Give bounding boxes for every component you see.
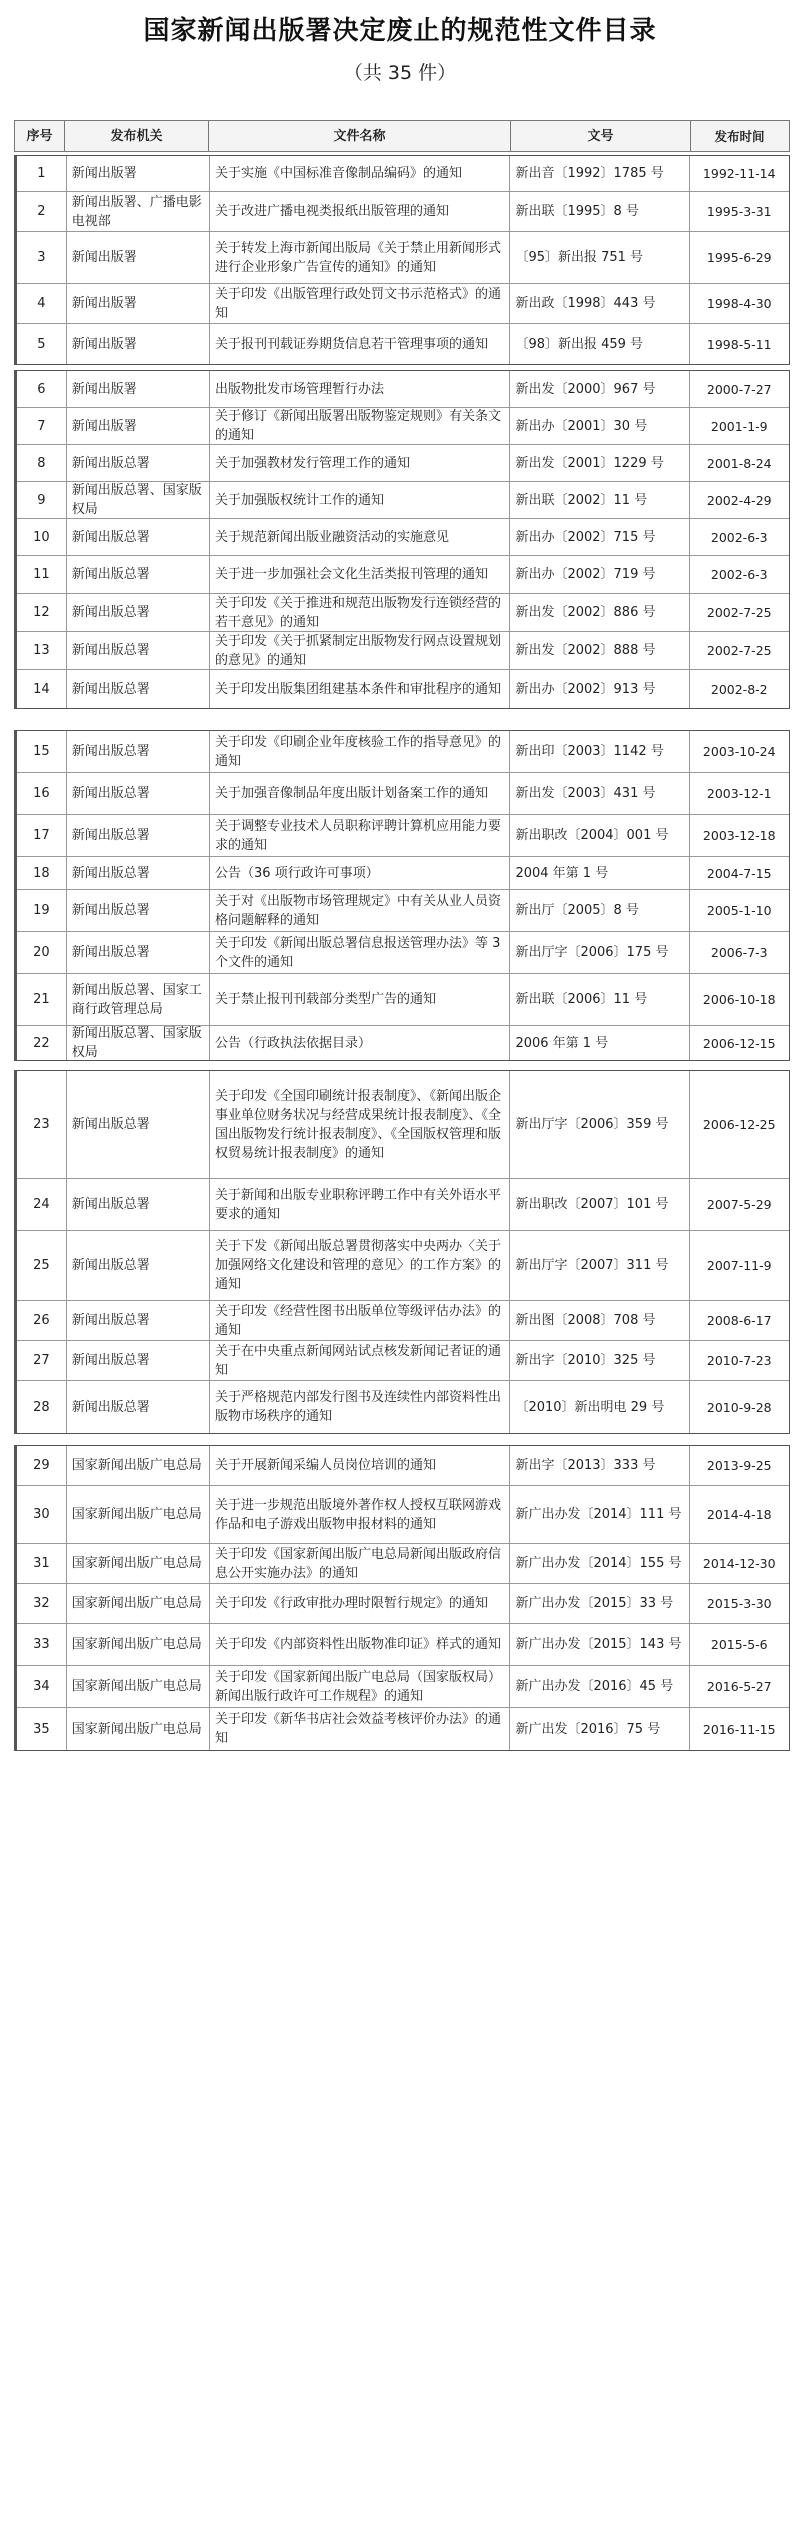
cell-org: 新闻出版总署 [67,773,210,814]
cell-name: 关于新闻和出版专业职称评聘工作中有关外语水平要求的通知 [210,1179,510,1230]
table-row [17,1231,789,1301]
cell-date: 2007-11-9 [706,1258,772,1273]
cell-date: 2002-4-29 [706,492,772,508]
cell-date: 2010-7-23 [706,1353,772,1368]
cell-no: 8 [17,445,67,481]
cell-no: 18 [17,857,67,889]
cell-name: 关于进一步加强社会文化生活类报刊管理的通知 [210,556,510,593]
table-row [17,857,789,890]
cell-org: 新闻出版总署 [67,1301,210,1340]
table-row [17,1341,789,1381]
cell-name: 关于转发上海市新闻出版局《关于禁止用新闻形式进行企业形象广告宣传的通知》的通知 [210,232,510,283]
cell-no: 22 [17,1026,67,1060]
cell-date: 2002-6-3 [710,529,768,545]
cell-no: 7 [17,408,67,444]
cell-date: 2006-7-3 [710,945,768,960]
table-row [17,156,789,192]
table-row [17,1584,789,1624]
cell-doc: 新广出办发〔2016〕45 号 [510,1666,689,1707]
table-row [17,408,789,445]
cell-doc: 新广出发〔2016〕75 号 [510,1708,689,1750]
cell-org: 新闻出版署 [67,408,210,444]
cell-no: 2 [17,192,67,231]
cell-doc: 新出办〔2002〕719 号 [510,556,689,593]
cell-doc: 新出音〔1992〕1785 号 [510,156,689,191]
cell-org: 新闻出版总署 [67,594,210,631]
cell-name: 关于禁止报刊刊载部分类型广告的通知 [210,974,510,1025]
cell-date: 2002-7-25 [706,605,772,620]
header-date: 发布时间 [714,128,765,144]
cell-name: 公告（36 项行政许可事项） [210,857,510,889]
cell-date: 2014-12-30 [702,1556,776,1571]
cell-no: 25 [17,1231,67,1300]
cell-org: 新闻出版署 [67,284,210,323]
cell-doc: 新出办〔2002〕715 号 [510,519,689,555]
cell-no: 9 [17,482,67,518]
table-row [17,519,789,556]
table-row [17,324,789,364]
cell-date: 2016-11-15 [702,1721,776,1737]
cell-date: 1998-5-11 [706,336,772,352]
cell-date: 1992-11-14 [702,166,776,181]
cell-org: 国家新闻出版广电总局 [67,1666,210,1707]
cell-no: 10 [17,519,67,555]
cell-no: 11 [17,556,67,593]
table-row [17,1708,789,1750]
table-row [17,594,789,632]
cell-name: 关于印发《出版管理行政处罚文书示范格式》的通知 [210,284,510,323]
cell-org: 新闻出版总署 [67,1179,210,1230]
cell-name: 关于印发《国家新闻出版广电总局（国家版权局）新闻出版行政许可工作规程》的通知 [210,1666,510,1707]
cell-org: 国家新闻出版广电总局 [67,1486,210,1543]
cell-name: 关于印发《关于抓紧制定出版物发行网点设置规划的意见》的通知 [210,632,510,669]
cell-name: 关于修订《新闻出版署出版物鉴定规则》有关条文的通知 [210,408,510,444]
cell-org: 新闻出版总署 [67,932,210,973]
cell-doc: 新出政〔1998〕443 号 [510,284,689,323]
cell-name: 关于严格规范内部发行图书及连续性内部资料性出版物市场秩序的通知 [210,1381,510,1433]
table-row [17,632,789,670]
cell-doc: 新出发〔2003〕431 号 [510,773,689,814]
table-row [17,1071,789,1179]
cell-date: 1995-6-29 [706,250,772,265]
cell-doc: 新出职改〔2004〕001 号 [510,815,689,856]
table-row [17,1624,789,1666]
table-row [17,1544,789,1584]
cell-no: 24 [17,1179,67,1230]
cell-org: 新闻出版总署 [67,1231,210,1300]
table-row [17,773,789,815]
table-row [17,1301,789,1341]
cell-date: 2007-5-29 [706,1197,772,1212]
cell-org: 新闻出版署 [67,324,210,364]
cell-date: 2015-5-6 [710,1637,768,1652]
cell-name: 关于加强音像制品年度出版计划备案工作的通知 [210,773,510,814]
cell-no: 1 [17,156,67,191]
cell-doc: 新出办〔2002〕913 号 [510,670,689,708]
cell-date: 2016-5-27 [706,1679,772,1694]
cell-no: 23 [17,1071,67,1178]
table-row [17,815,789,857]
cell-no: 16 [17,773,67,814]
cell-name: 关于规范新闻出版业融资活动的实施意见 [210,519,510,555]
cell-name: 关于印发《关于推进和规范出版物发行连锁经营的若干意见》的通知 [210,594,510,631]
cell-org: 新闻出版署 [67,156,210,191]
cell-date: 2006-12-15 [702,1035,776,1051]
table-row [17,1446,789,1486]
cell-doc: 新出图〔2008〕708 号 [510,1301,689,1340]
table-section [14,370,790,709]
cell-doc: 2006 年第 1 号 [510,1026,689,1060]
cell-doc: 新出职改〔2007〕101 号 [510,1179,689,1230]
cell-doc: 〔98〕新出报 459 号 [510,324,689,364]
cell-doc: 新出联〔2002〕11 号 [510,482,689,518]
cell-date: 2003-12-1 [706,786,772,801]
cell-date: 2002-6-3 [710,567,768,582]
cell-name: 关于印发《新闻出版总署信息报送管理办法》等 3 个文件的通知 [210,932,510,973]
cell-date: 1995-3-31 [706,204,772,219]
cell-doc: 〔2010〕新出明电 29 号 [510,1381,689,1433]
cell-org: 新闻出版总署 [67,556,210,593]
table-row [17,731,789,773]
cell-name: 关于对《出版物市场管理规定》中有关从业人员资格问题解释的通知 [210,890,510,931]
cell-no: 31 [17,1544,67,1583]
table-section [14,1070,790,1434]
cell-date: 2000-7-27 [706,381,772,397]
header-number: 序号 [15,121,65,151]
cell-no: 32 [17,1584,67,1623]
cell-no: 35 [17,1708,67,1750]
cell-date: 1998-4-30 [706,296,772,311]
cell-org: 新闻出版总署 [67,1381,210,1433]
table-row [17,932,789,974]
cell-doc: 新出发〔2000〕967 号 [510,371,689,407]
cell-name: 关于在中央重点新闻网站试点核发新闻记者证的通知 [210,1341,510,1380]
cell-name: 关于加强教材发行管理工作的通知 [210,445,510,481]
cell-name: 关于印发《行政审批办理时限暂行规定》的通知 [210,1584,510,1623]
table-row [17,1026,789,1060]
table-header [14,120,790,152]
cell-date: 2006-10-18 [702,992,776,1007]
cell-no: 6 [17,371,67,407]
cell-doc: 新出字〔2013〕333 号 [510,1446,689,1485]
cell-org: 新闻出版总署 [67,445,210,481]
cell-name: 关于实施《中国标准音像制品编码》的通知 [210,156,510,191]
table-row [17,482,789,519]
cell-org: 国家新闻出版广电总局 [67,1446,210,1485]
cell-org: 新闻出版总署 [67,731,210,772]
cell-no: 28 [17,1381,67,1433]
page-subtitle: （共 35 件） [343,62,457,84]
cell-name: 关于调整专业技术人员职称评聘计算机应用能力要求的通知 [210,815,510,856]
cell-no: 17 [17,815,67,856]
cell-name: 关于开展新闻采编人员岗位培训的通知 [210,1446,510,1485]
cell-no: 14 [17,670,67,708]
table-row [17,284,789,324]
cell-name: 公告（行政执法依据目录） [210,1026,510,1060]
cell-org: 新闻出版总署、国家版权局 [67,482,210,518]
cell-org: 国家新闻出版广电总局 [67,1544,210,1583]
cell-doc: 新出发〔2001〕1229 号 [510,445,689,481]
cell-no: 26 [17,1301,67,1340]
cell-doc: 新广出办发〔2015〕33 号 [510,1584,689,1623]
cell-date: 2003-10-24 [702,744,776,759]
cell-date: 2002-7-25 [706,643,772,658]
header-issuer: 发布机关 [65,121,209,151]
cell-doc: 新出厅字〔2006〕359 号 [510,1071,689,1178]
table-row [17,232,789,284]
header-document-number: 文号 [511,121,691,151]
cell-date: 2010-9-28 [706,1399,772,1415]
cell-no: 12 [17,594,67,631]
cell-name: 关于印发《内部资料性出版物准印证》样式的通知 [210,1624,510,1665]
cell-date: 2002-8-2 [710,681,768,697]
cell-doc: 新出印〔2003〕1142 号 [510,731,689,772]
cell-name: 出版物批发市场管理暂行办法 [210,371,510,407]
cell-name: 关于印发《新华书店社会效益考核评价办法》的通知 [210,1708,510,1750]
cell-no: 5 [17,324,67,364]
cell-name: 关于印发《全国印刷统计报表制度》、《新闻出版企事业单位财务状况与经营成果统计报表制度》、《全国出版物发行统计报表制度》、《全国版权管理和版权贸易统计报表制度》的通知 [210,1071,510,1178]
cell-no: 19 [17,890,67,931]
cell-name: 关于进一步规范出版境外著作权人授权互联网游戏作品和电子游戏出版物申报材料的通知 [210,1486,510,1543]
cell-org: 新闻出版总署、国家工商行政管理总局 [67,974,210,1025]
table-row [17,1179,789,1231]
table-section [14,730,790,1061]
cell-org: 新闻出版总署 [67,890,210,931]
cell-date: 2001-8-24 [706,455,772,471]
cell-doc: 新出联〔2006〕11 号 [510,974,689,1025]
table-row [17,556,789,594]
cell-doc: 新广出办发〔2015〕143 号 [510,1624,689,1665]
cell-org: 新闻出版总署 [67,857,210,889]
cell-doc: 新出发〔2002〕886 号 [510,594,689,631]
cell-org: 新闻出版总署 [67,670,210,708]
cell-no: 13 [17,632,67,669]
table-row [17,1486,789,1544]
cell-org: 新闻出版总署 [67,632,210,669]
cell-date: 2014-4-18 [706,1507,772,1522]
table-row [17,371,789,408]
table-row [17,1381,789,1433]
table-section [14,155,790,365]
header-file-name: 文件名称 [209,121,511,151]
cell-org: 国家新闻出版广电总局 [67,1624,210,1665]
cell-no: 3 [17,232,67,283]
cell-no: 21 [17,974,67,1025]
cell-date: 2015-3-30 [706,1596,772,1611]
cell-doc: 新出字〔2010〕325 号 [510,1341,689,1380]
table-row [17,1666,789,1708]
cell-org: 新闻出版总署 [67,815,210,856]
cell-name: 关于改进广播电视类报纸出版管理的通知 [210,192,510,231]
cell-no: 33 [17,1624,67,1665]
cell-date: 2003-12-18 [702,828,776,843]
cell-date: 2001-1-9 [710,418,768,434]
cell-name: 关于报刊刊载证券期货信息若干管理事项的通知 [210,324,510,364]
cell-name: 关于印发《印刷企业年度核验工作的指导意见》的通知 [210,731,510,772]
table-row [17,670,789,708]
cell-no: 30 [17,1486,67,1543]
cell-no: 4 [17,284,67,323]
cell-org: 新闻出版总署 [67,1071,210,1178]
cell-doc: 新广出办发〔2014〕155 号 [510,1544,689,1583]
cell-org: 新闻出版总署 [67,1341,210,1380]
cell-org: 国家新闻出版广电总局 [67,1708,210,1750]
cell-doc: 新出厅〔2005〕8 号 [510,890,689,931]
cell-org: 新闻出版总署 [67,519,210,555]
cell-org: 新闻出版署 [67,232,210,283]
cell-name: 关于印发《国家新闻出版广电总局新闻出版政府信息公开实施办法》的通知 [210,1544,510,1583]
cell-org: 新闻出版总署、国家版权局 [67,1026,210,1060]
cell-doc: 2004 年第 1 号 [510,857,689,889]
table-row [17,192,789,232]
cell-org: 国家新闻出版广电总局 [67,1584,210,1623]
cell-doc: 新出厅字〔2007〕311 号 [510,1231,689,1300]
cell-doc: 新广出办发〔2014〕111 号 [510,1486,689,1543]
cell-doc: 新出办〔2001〕30 号 [510,408,689,444]
cell-name: 关于加强版权统计工作的通知 [210,482,510,518]
table-row [17,890,789,932]
cell-doc: 新出厅字〔2006〕175 号 [510,932,689,973]
cell-name: 关于下发《新闻出版总署贯彻落实中央两办〈关于加强网络文化建设和管理的意见〉的工作方案》的通知 [210,1231,510,1300]
cell-doc: 〔95〕新出报 751 号 [510,232,689,283]
cell-date: 2013-9-25 [706,1458,772,1473]
cell-org: 新闻出版署 [67,371,210,407]
table-section [14,1445,790,1751]
cell-date: 2005-1-10 [706,903,772,918]
cell-no: 20 [17,932,67,973]
cell-name: 关于印发《经营性图书出版单位等级评估办法》的通知 [210,1301,510,1340]
cell-doc: 新出联〔1995〕8 号 [510,192,689,231]
cell-no: 15 [17,731,67,772]
cell-date: 2004-7-15 [706,865,772,881]
cell-no: 34 [17,1666,67,1707]
cell-no: 29 [17,1446,67,1485]
cell-org: 新闻出版署、广播电影电视部 [67,192,210,231]
cell-name: 关于印发出版集团组建基本条件和审批程序的通知 [210,670,510,708]
cell-no: 27 [17,1341,67,1380]
table-row [17,974,789,1026]
cell-doc: 新出发〔2002〕888 号 [510,632,689,669]
table-row [17,445,789,482]
cell-date: 2008-6-17 [706,1313,772,1328]
cell-date: 2006-12-25 [702,1117,776,1132]
page-title: 国家新闻出版署决定废止的规范性文件目录 [143,16,657,46]
